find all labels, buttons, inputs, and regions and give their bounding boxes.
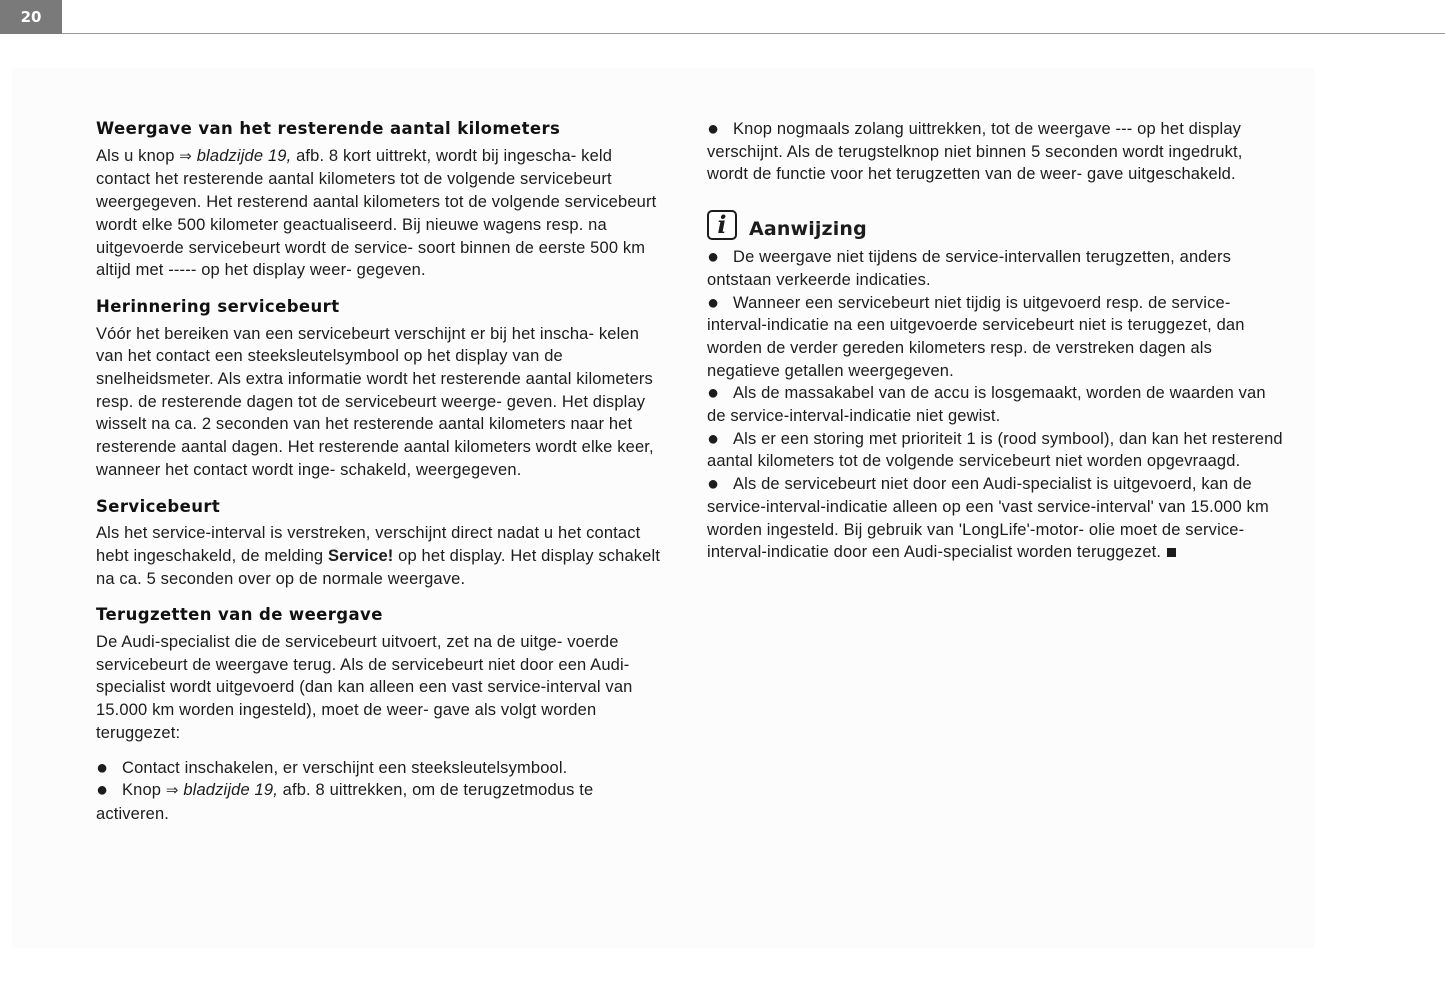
bullet-icon: ● [707,427,720,450]
end-of-section-icon [1167,548,1176,557]
left-column [96,118,666,826]
list-item: ● Knop ⇒ bladzijde 19, afb. 8 uittrekken, om de terugzetmodus te activeren. [96,779,594,823]
section-service [96,496,666,591]
reset-steps [96,757,666,826]
section-remaining-km [96,118,666,282]
section-text: Als u knop ⇒ bladzijde 19, afb. 8 kort uittrekt, wordt bij ingescha- keld contact het resterende aantal kilometers tot de volgende servicebeurt weergegeven. Het resterend aantal kilometers tot de volgende servicebeurt wordt elke 500 kilometer geactualiseerd. Bij nieuwe wagens resp. na uitgevoerde servicebeurt wordt de service- soort binnen de eerste 500 km altijd met ----- op het display weer- gegeven. [96,146,657,280]
bullet-icon: ● [707,382,720,405]
list-item: ● Als de massakabel van de accu is losgemaakt, worden de waarden van de service-interval-indicatie niet gewist. [707,382,1266,426]
arrow-icon: ⇒ [179,147,192,165]
list-item: ● Wanneer een servicebeurt niet tijdig is uitgevoerd resp. de service-interval-indicatie na een uitgevoerde servicebeurt niet is teruggezet, dan worden de verder gereden kilometers resp. de verstreken dagen als negatieve getallen weergegeven. [707,291,1245,380]
section-title: Weergave van het resterende aantal kilometers [96,119,561,138]
arrow-icon: ⇒ [165,782,179,800]
list-item: ● De weergave niet tijdens de service-intervallen terugzetten, anders ontstaan verkeerde indicaties. [707,246,1231,289]
list-item: ● Als er een storing met prioriteit 1 is (rood symbool), dan kan het resterend aantal kilometers tot de volgende servicebeurt niet worden opgevraagd. [707,427,1283,471]
bullet-icon: ● [707,246,720,269]
list-item: ● Contact inschakelen, er verschijnt een steeksleutelsymbool. [96,756,568,779]
section-reset [96,604,666,744]
list-item: ● Als de servicebeurt niet door een Audi-specialist is uitgevoerd, kan de service-interval-indicatie alleen op een 'vast service-interval' van 15.000 km worden ingesteld. Bij gebruik van 'LongLife'-motor- olie moet de service-interval-indicatie door een Audi-specialist worden teruggezet. [707,473,1269,562]
bullet-icon: ● [707,473,720,496]
bullet-icon: ● [96,756,109,779]
section-text: Vóór het bereiken van een servicebeurt verschijnt er bij het inscha- kelen van het contact een steeksleutelsymbool op het display van de snelheidsmeter. Als extra informatie wordt het resterende aantal kilometers resp. de resterende dagen tot de servicebeurt weerge- geven. Het display wisselt na ca. 2 seconden van het resterende aantal kilometers naar het resterende aantal dagen. Het resterende aantal kilometers wordt elke keer, wanneer het contact wordt inge- schakeld, weergegeven. [96,324,654,479]
note-header [707,210,1287,240]
header-rule [62,33,1445,34]
bullet-icon: ● [707,118,720,140]
right-column [707,118,1287,564]
list-item: ● Knop nogmaals zolang uittrekken, tot de weergave --- op het display verschijnt. Als de terugstelknop niet binnen 5 seconden wordt ingedrukt, wordt de functie voor het terugzetten van de weer- gave uitgeschakeld. [707,118,1243,184]
section-text: Als het service-interval is verstreken, verschijnt direct nadat u het contact hebt ingeschakeld, de melding Service! op het display. Het display schakelt na ca. 5 seconden over op de normale weergave. [96,524,661,588]
section-text: De Audi-specialist die de servicebeurt uitvoert, zet na de uitge- voerde servicebeurt de weergave terug. Als de servicebeurt niet door een Audi-specialist wordt uitgevoerd (dan kan alleen een vast service-interval van 15.000 km worden ingesteld), moet de weer- gave als volgt worden teruggezet: [96,633,633,742]
page-number: 20 [0,0,62,34]
page-reference[interactable]: bladzijde 19, [196,146,292,165]
bullet-icon: ● [96,779,109,802]
service-message: Service! [328,546,394,565]
section-title: Herinnering servicebeurt [96,296,340,316]
note-title: Aanwijzing [749,218,867,241]
section-reminder [96,296,666,482]
bullet-icon: ● [707,291,720,314]
page-reference[interactable]: bladzijde 19, [183,781,278,800]
section-title: Terugzetten van de weergave [96,605,383,625]
info-icon: i [707,210,737,240]
section-title: Servicebeurt [96,496,221,516]
